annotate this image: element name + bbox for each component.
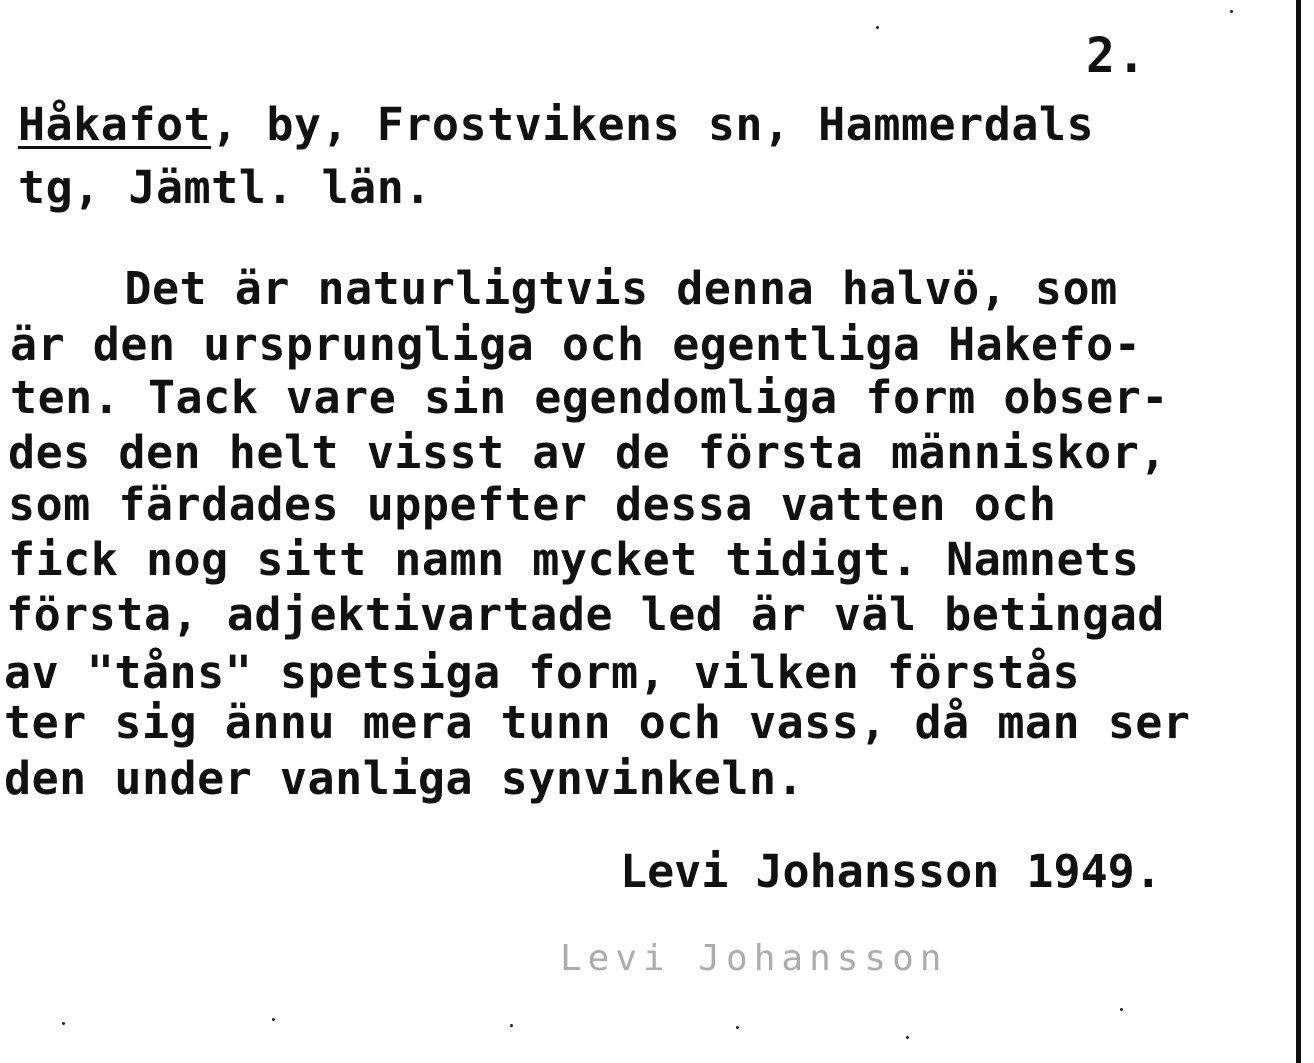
body-line: Det är naturligtvis denna halvö, som xyxy=(14,262,1118,315)
heading-line-1 xyxy=(18,98,1095,151)
signature: Levi Johansson 1949. xyxy=(620,845,1162,898)
name-stamp: Levi Johansson xyxy=(560,938,948,979)
body-line: ter sig ännu mera tunn och vass, då man ser xyxy=(4,696,1191,749)
body-line: första, adjektivartade led är väl betingad xyxy=(6,588,1165,641)
body-line: des den helt visst av de första människor, xyxy=(8,426,1167,479)
heading-line-1-rest: , by, Frostvikens sn, Hammerdals xyxy=(211,98,1095,151)
body-line: fick nog sitt namn mycket tidigt. Namnets xyxy=(8,533,1140,586)
body-line: som färdades uppefter dessa vatten och xyxy=(8,478,1057,531)
heading-line-2: tg, Jämtl. län. xyxy=(18,161,432,214)
speck xyxy=(736,1026,739,1029)
speck xyxy=(1230,10,1233,13)
body-line: den under vanliga synvinkeln. xyxy=(4,752,805,805)
body-line: är den ursprungliga och egentliga Hakefo- xyxy=(10,318,1142,371)
speck xyxy=(510,1024,513,1027)
page-number: 2. xyxy=(1086,28,1148,84)
speck xyxy=(1120,1008,1123,1011)
body-line: av "tåns" spetsiga form, vilken förstås xyxy=(4,646,1081,699)
card-edge xyxy=(1296,0,1301,1063)
speck xyxy=(876,26,879,29)
speck xyxy=(272,1018,275,1021)
speck xyxy=(62,1022,65,1025)
place-name: Håkafot xyxy=(18,98,212,151)
body-line: ten. Tack vare sin egendomliga form obser- xyxy=(10,371,1169,424)
speck xyxy=(906,1036,909,1039)
